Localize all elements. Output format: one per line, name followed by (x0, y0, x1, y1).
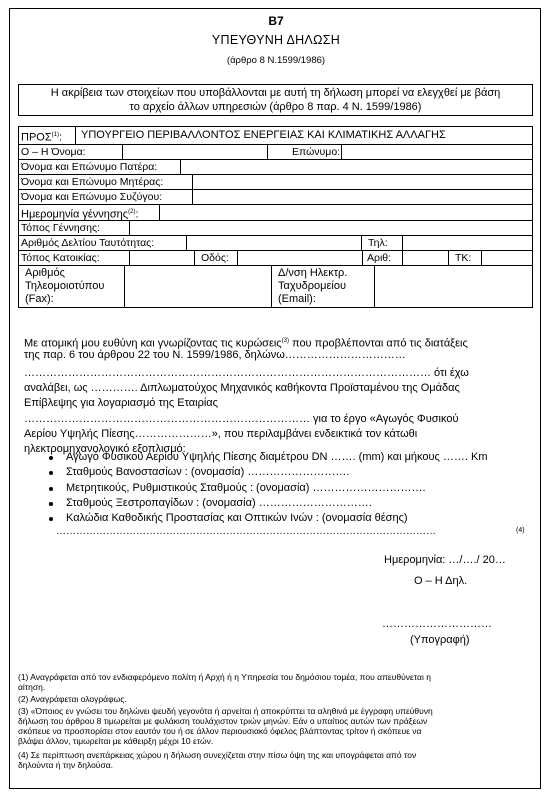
birthdate-label: Ημερομηνία γέννησης (21, 208, 129, 221)
father-field[interactable] (180, 159, 533, 175)
email-label-line-3: (Εmail): (278, 293, 316, 305)
birthdate-footnote-ref: (2) (128, 209, 136, 215)
equipment-item: Σταθμούς Βανοστασίων : (ονομασία) ………………………. (66, 466, 350, 478)
form-title: ΥΠΕΥΘΥΝΗ ΔΗΛΩΣΗ (211, 33, 341, 47)
fax-label-cell (18, 265, 125, 308)
email-label-line-2: Ταχυδρομείου (278, 280, 346, 292)
declarant-label: Ο – Η Δηλ. (414, 575, 468, 587)
equipment-item: Αγωγό Φυσικού Αερίου Υψηλής Πίεσης διαμέτρου DN ……. (mm) και μήκους ……. Km (66, 451, 488, 463)
street-field[interactable] (237, 250, 363, 266)
sanctions-footnote-ref: (3) (281, 338, 289, 344)
bullet-icon (49, 487, 53, 491)
surname-field[interactable] (341, 144, 533, 160)
phone-field[interactable] (402, 235, 533, 251)
birthplace-field[interactable] (129, 220, 533, 236)
body-line-1b: που προβλέπονται από τις διατάξεις (288, 337, 468, 350)
equipment-item: Μετρητικούς, Ρυθμιστικούς Σταθμούς : (ονομασία) …………………………. (66, 482, 426, 494)
footnote-1-line-1: (1) Αναγράφεται από τον ενδιαφερόμενο πολίτη ή Αρχή ή η Υπηρεσία του δημόσιου τομέα, που απευθύνεται η (18, 672, 431, 682)
declaration-date: Ημερομηνία: …/…./ 20… (384, 554, 506, 566)
signature-dots: ………………………… (382, 618, 492, 630)
bullet-icon (49, 502, 53, 506)
pros-footnote-ref: (1) (51, 132, 59, 138)
body-line-7: Αερίου Υψηλής Πίεσης…………………», που περιλαμβάνει ενδεικτικά τον κάτωθι (24, 428, 418, 440)
surname-label: Επώνυμο: (267, 144, 342, 160)
tk-label: ΤΚ: (448, 250, 482, 266)
body-line-2: της παρ. 6 του άρθρου 22 του Ν. 1599/1986, δηλώνω…………………………… (24, 349, 406, 361)
residence-field[interactable] (129, 250, 195, 266)
birthdate-label-cell: Ημερομηνία γέννησης$^{(2)}$: (18, 204, 160, 221)
footnote-4-line-2: δηλούντα ή την δηλούσα. (18, 760, 113, 770)
birthplace-label: Τόπος Γέννησης: (18, 220, 130, 236)
father-label: Όνομα και Επώνυμο Πατέρα: (18, 159, 181, 175)
body-line-1a: Με ατομική μου ευθύνη και γνωρίζοντας τις κυρώσεις (24, 337, 282, 350)
form-subtitle: (άρθρο 8 Ν.1599/1986) (226, 55, 326, 66)
number-field[interactable] (402, 250, 449, 266)
id-number-field[interactable] (186, 235, 362, 251)
bullet-icon (49, 517, 53, 521)
street-label: Οδός: (194, 250, 238, 266)
footnote-1-line-2: αίτηση. (18, 682, 46, 692)
name-field[interactable] (122, 144, 268, 160)
equipment-item: Σταθμούς Ξεστροπαγίδων : (ονομασία) …………………………. (66, 497, 372, 509)
signature-label: (Υπογραφή) (410, 634, 470, 646)
body-line-8: ηλεκτρομηχανολογικό εξοπλισμό: (24, 443, 186, 455)
birthdate-field[interactable] (159, 204, 533, 221)
footnote-2: (2) Αναγράφεται ολογράφως. (18, 694, 127, 704)
body-line-4: αναλάβει, ως …………. Διπλωματούχος Μηχανικός καθήκοντα Προϊσταμένου της Ομάδας (24, 382, 460, 394)
pros-label-cell: ΠΡΟΣ$^{(1)}$: (18, 126, 76, 145)
fax-label-line-2: Τηλεομοιοτύπου (25, 280, 105, 292)
mother-label: Όνομα και Επώνυμο Μητέρας: (18, 174, 193, 190)
continuation-footnote-ref: (4) (516, 527, 525, 534)
form-code: Β7 (268, 14, 284, 28)
email-field[interactable] (374, 265, 533, 308)
body-line-3: ………………………………………………………………………………………………… ότι έχω (24, 367, 469, 379)
footnote-3-line-1: (3) «Όποιος εν γνώσει του δηλώνει ψευδή γεγονότα ή αρνείται ή αποκρύπτει τα αληθινά με έγγραφη υπεύθυνη (18, 706, 433, 716)
pros-label: ΠΡΟΣ (21, 131, 52, 144)
notice-line-1: Η ακρίβεια των στοιχείων που υποβάλλονται με αυτή τη δήλωση μπορεί να ελεγχθεί με βάση (50, 87, 501, 99)
email-label-cell (271, 265, 375, 308)
id-number-label: Αριθμός Δελτίου Ταυτότητας: (18, 235, 187, 251)
footnote-4-line-1: (4) Σε περίπτωση ανεπάρκειας χώρου η δήλωση συνεχίζεται στην πίσω όψη της και υπογράφεται από τον (18, 750, 417, 760)
phone-label: Τηλ: (361, 235, 403, 251)
residence-label: Τόπος Κατοικίας: (18, 250, 130, 266)
fax-label-line-3: (Fax): (25, 293, 54, 305)
mother-field[interactable] (192, 174, 533, 190)
fax-label-line-1: Αριθμός (25, 267, 65, 279)
continuation-dots: …………………………………………………………………………………………………… (56, 526, 436, 537)
equipment-item: Καλώδια Καθοδικής Προστασίας και Οπτικών Ινών : (ονομασία θέσης) (66, 512, 408, 524)
tk-field[interactable] (481, 250, 533, 266)
bullet-icon (49, 471, 53, 475)
notice-box (18, 84, 533, 116)
fax-field[interactable] (124, 265, 272, 308)
footnote-3-line-2: δήλωση του άρθρου 8 τιμωρείται με φυλάκιση τουλάχιστον τριών μηνών. Εάν ο υπαίτιος αυτών των πράξεων (18, 716, 428, 726)
footnote-3-line-3: σκόπευε να προσπορίσει στον εαυτόν του ή σε άλλον περιουσιακό όφελος βλάπτοντας τρίτον ή σκόπευε να (18, 726, 422, 736)
footnote-3-line-4: βλάψει άλλον, τιμωρείται με κάθειρξη μέχρι 10 ετών. (18, 736, 214, 746)
pros-value[interactable]: ΥΠΟΥΡΓΕΙΟ ΠΕΡΙΒΑΛΛΟΝΤΟΣ ΕΝΕΡΓΕΙΑΣ ΚΑΙ ΚΛΙΜΑΤΙΚΗΣ ΑΛΛΑΓΗΣ (75, 126, 533, 145)
body-line-6: …………………………………………………………………… για το έργο «Αγωγός Φυσικού (24, 413, 459, 425)
spouse-label: Όνομα και Επώνυμο Συζύγου: (18, 189, 193, 205)
email-label-line-1: Δ/νση Ηλεκτρ. (278, 267, 348, 279)
name-label: Ο – Η Όνομα: (18, 144, 123, 160)
spouse-field[interactable] (192, 189, 533, 205)
number-label: Αριθ: (362, 250, 403, 266)
bullet-icon (49, 456, 53, 460)
body-line-5: Επίβλεψης για λογαριασμό της Εταιρίας (24, 397, 218, 409)
notice-line-2: το αρχείο άλλων υπηρεσιών (άρθρο 8 παρ. 4 Ν. 1599/1986) (129, 101, 422, 113)
